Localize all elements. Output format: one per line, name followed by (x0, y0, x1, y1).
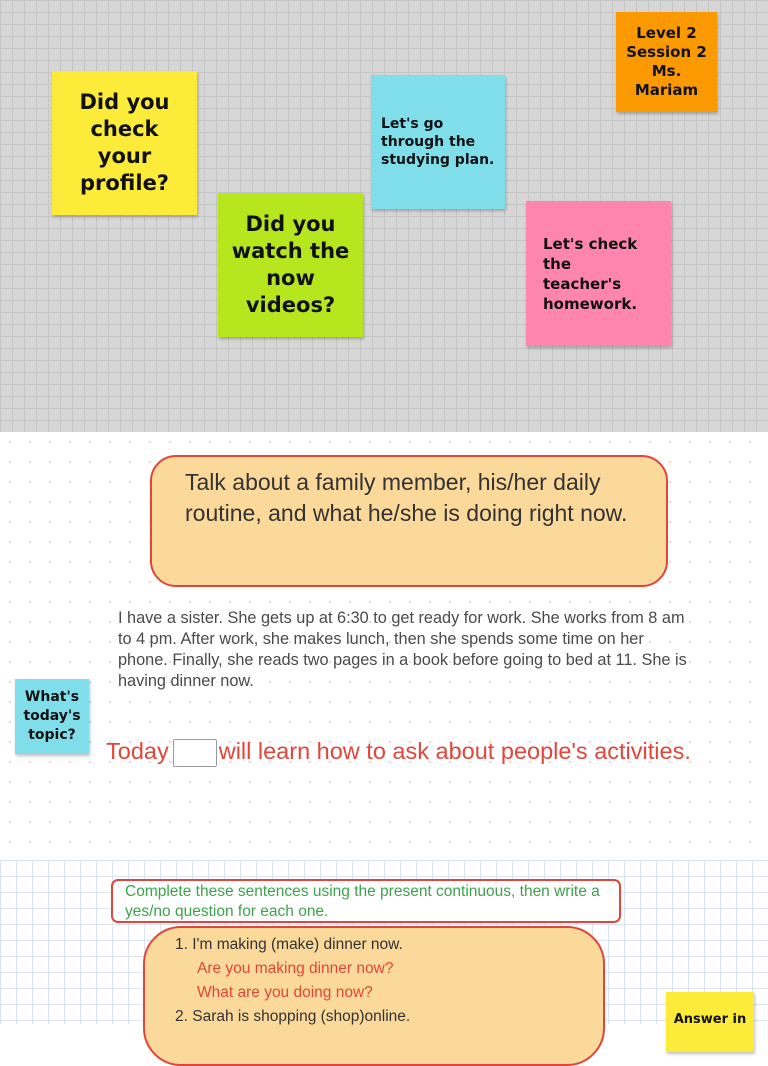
topic-sentence-end: will learn how to ask about people's activities. (218, 738, 691, 764)
sticky-note-homework[interactable] (526, 201, 671, 346)
example-paragraph: I have a sister. She gets up at 6:30 to get ready for work. She works from 8 am to 4 pm. After work, she makes lunch, then she spends some time on her phone. Finally, she reads two pages in a book before going to bed at 11. She is having dinner now. (118, 609, 687, 690)
exercise-item-1-answer-2: What are you doing now? (197, 984, 373, 1001)
sticky-note-videos[interactable] (218, 193, 363, 337)
speaking-prompt-text: Talk about a family member, his/her daily routine, and what he/she is doing right now. (185, 469, 628, 526)
teacher-name: Mariam (634, 81, 699, 99)
sticky-note-plan[interactable] (371, 75, 505, 209)
sticky-note-topic-text: What's today's topic? (23, 689, 81, 743)
topic-sentence (106, 738, 691, 767)
session-level: Level 2 (636, 24, 697, 42)
sticky-note-answer-text: Answer in (673, 1012, 747, 1027)
exercise-instruction-box (111, 879, 621, 923)
exercise-box (143, 926, 605, 1066)
sticky-note-plan-text: Let's go through the studying plan. (381, 116, 495, 168)
exercise-item-2: 2. Sarah is shopping (shop)online. (175, 1008, 411, 1025)
sticky-note-topic[interactable] (15, 679, 89, 754)
sticky-note-answer[interactable] (666, 992, 754, 1052)
sticky-note-profile[interactable] (52, 71, 197, 215)
sticky-note-videos-text: Did you watch the now videos? (231, 212, 350, 317)
exercise-item-1-answer-1: Are you making dinner now? (197, 960, 394, 977)
exercise-instruction-text: Complete these sentences using the present continuous, then write a yes/no question for each one. (125, 883, 600, 920)
sticky-note-profile-text: Did you check your profile? (79, 90, 170, 195)
speaking-prompt-box (150, 455, 668, 587)
exercise-item-1: 1. I'm making (make) dinner now. (175, 936, 403, 953)
sticky-note-homework-text: Let's check the teacher's homework. (543, 234, 638, 313)
topic-sentence-start: Today (106, 738, 169, 764)
session-info (626, 24, 707, 100)
teacher-title: Ms. (651, 62, 682, 80)
session-number: Session 2 (626, 43, 707, 61)
sticky-note-session[interactable] (616, 12, 717, 112)
fill-in-blank[interactable] (173, 739, 217, 767)
